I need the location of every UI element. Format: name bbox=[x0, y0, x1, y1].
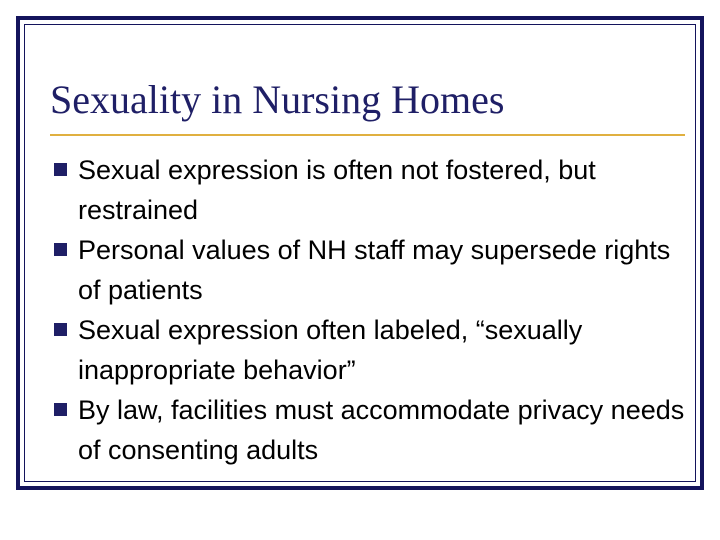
bullet-text: Sexual expression often labeled, “sexually inappropriate behavior” bbox=[78, 315, 583, 385]
square-bullet-icon bbox=[54, 403, 67, 416]
bullet-item bbox=[54, 230, 694, 310]
title-divider bbox=[50, 134, 685, 136]
square-bullet-icon bbox=[54, 163, 67, 176]
bullet-text: Sexual expression is often not fostered, but restrained bbox=[78, 155, 596, 225]
slide-title: Sexuality in Nursing Homes bbox=[50, 77, 505, 122]
square-bullet-icon bbox=[54, 323, 67, 336]
bullet-text: Personal values of NH staff may supersede rights of patients bbox=[78, 235, 671, 305]
bullet-list bbox=[54, 150, 694, 470]
bullet-text: By law, facilities must accommodate privacy needs of consenting adults bbox=[78, 395, 685, 465]
bullet-item bbox=[54, 150, 694, 230]
bullet-item bbox=[54, 390, 694, 470]
bullet-item bbox=[54, 310, 694, 390]
square-bullet-icon bbox=[54, 243, 67, 256]
